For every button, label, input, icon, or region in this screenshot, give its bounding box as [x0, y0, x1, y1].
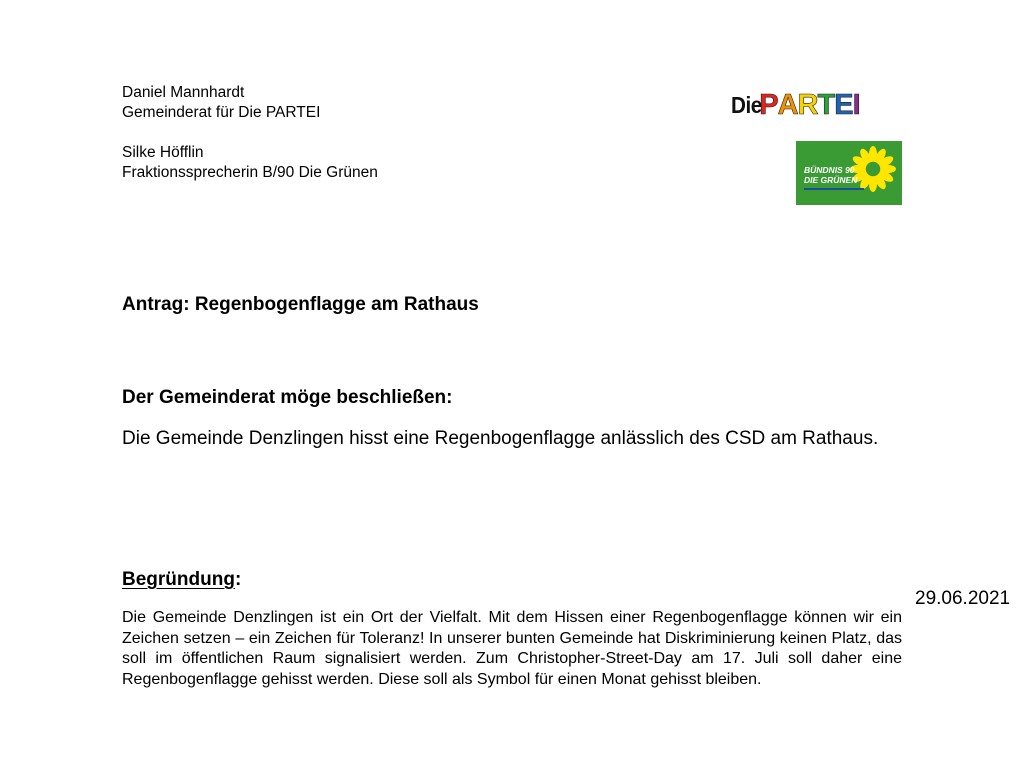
sender-role: Gemeinderat für Die PARTEI	[122, 104, 321, 121]
buendnis-90-gruene-logo	[796, 141, 902, 205]
sender-block-hoefflin	[122, 143, 378, 183]
resolution-text: Die Gemeinde Denzlingen hisst eine Regenbogenflagge anlässlich des CSD am Rathaus.	[122, 428, 879, 449]
logo-partei-text	[759, 90, 859, 120]
gruene-line-2: DIE GRÜNEN	[804, 175, 858, 185]
gruene-logo-text	[804, 165, 857, 185]
motion-date: 29.06.2021	[915, 588, 1011, 609]
sender-role: Fraktionssprecherin B/90 Die Grünen	[122, 164, 378, 181]
logo-letter: R	[797, 89, 818, 121]
logo-letter: T	[817, 89, 835, 121]
resolution-heading: Der Gemeinderat möge beschließen:	[122, 387, 453, 408]
motion-title: Antrag: Regenbogenflagge am Rathaus	[122, 294, 479, 315]
logo-underline	[804, 188, 864, 190]
sender-block-mannhardt	[122, 83, 320, 123]
logo-die-text: Die	[731, 91, 762, 118]
die-partei-logo	[731, 88, 901, 122]
sender-name: Daniel Mannhardt	[122, 84, 245, 101]
logo-letter: I	[852, 89, 860, 121]
sender-name: Silke Höfflin	[122, 144, 204, 161]
logo-letter: E	[834, 89, 853, 121]
logo-letter: P	[759, 89, 778, 121]
reasoning-text: Die Gemeinde Denzlingen ist ein Ort der Vielfalt. Mit dem Hissen einer Regenbogenflagge können wir ein Zeichen setzen – ein Zeichen für Toleranz! In unserer bunten Gemeinde hat Diskriminierung keinen Platz, das soll im öffentlichen Raum signalisiert werden. Zum Christopher-Street-Day am 17. Juli soll daher eine Regenbogenflagge gehisst werden. Diese soll als Symbol für einen Monat gehisst bleiben.	[122, 609, 902, 688]
logo-letter: A	[777, 89, 798, 121]
gruene-line-1: BÜNDNIS 90	[804, 165, 855, 175]
reasoning-heading-colon: :	[234, 569, 242, 590]
reasoning-heading-text: Begründung	[122, 569, 235, 590]
reasoning-heading	[122, 569, 241, 591]
